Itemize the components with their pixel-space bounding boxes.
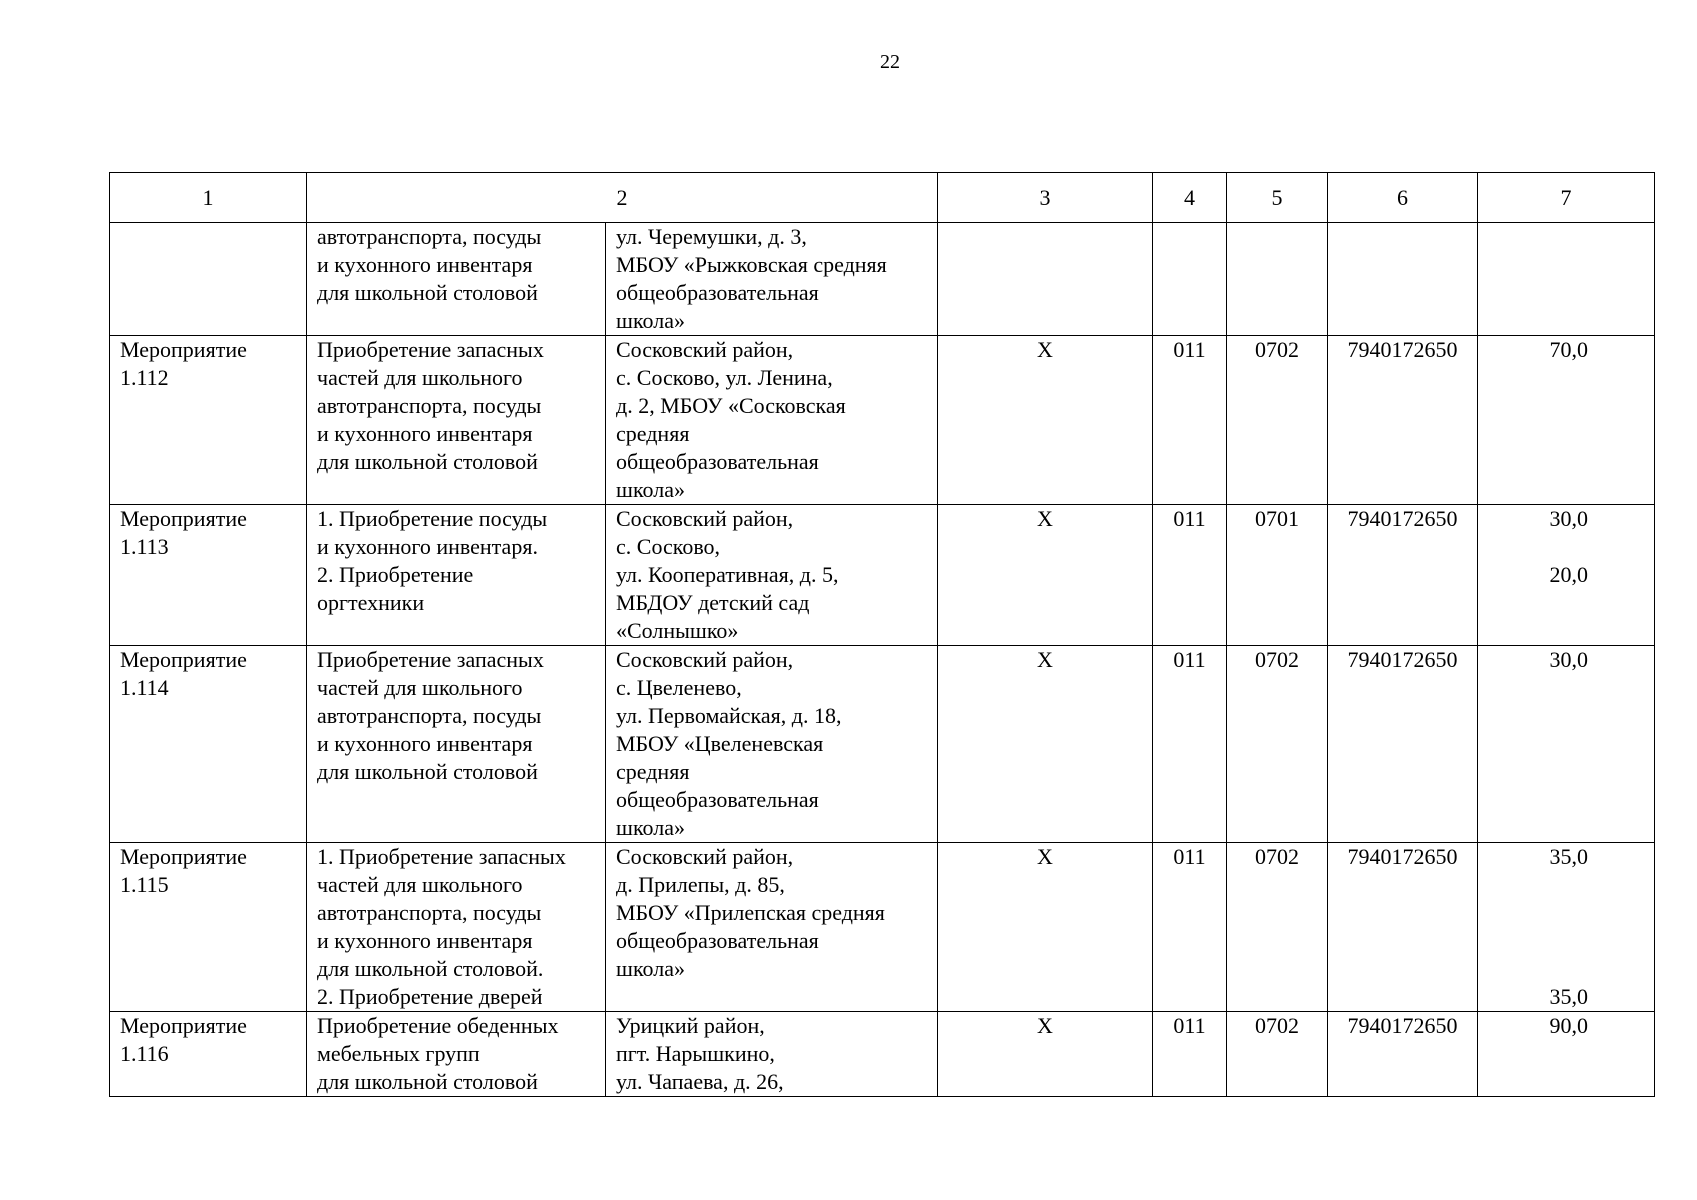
header-cell-6: 6 [1328, 173, 1478, 223]
col3-cell: Х [938, 843, 1153, 1012]
description-cell: Приобретение запасных частей для школьного автотранспорта, посуды и кухонного инвентаря для школьной столовой [307, 646, 606, 843]
col4-cell: 011 [1153, 505, 1227, 646]
table-row [110, 1012, 1655, 1097]
col3-cell: Х [938, 505, 1153, 646]
header-cell-4: 4 [1153, 173, 1227, 223]
page-number: 22 [880, 51, 900, 73]
event-cell: Мероприятие 1.113 [110, 505, 307, 646]
amount-cell: 35,0 35,0 [1478, 843, 1655, 1012]
description-cell: Приобретение запасных частей для школьного автотранспорта, посуды и кухонного инвентаря для школьной столовой [307, 336, 606, 505]
col3-cell [938, 223, 1153, 336]
col6-cell: 7940172650 [1328, 336, 1478, 505]
amount-cell [1478, 223, 1655, 336]
col4-cell: 011 [1153, 646, 1227, 843]
table-header [110, 173, 1655, 223]
col4-cell [1153, 223, 1227, 336]
col3-cell: Х [938, 646, 1153, 843]
header-cell-1: 1 [110, 173, 307, 223]
amount-cell: 30,0 [1478, 646, 1655, 843]
description-cell: 1. Приобретение запасных частей для школьного автотранспорта, посуды и кухонного инвентаря для школьной столовой. 2. Приобретение дверей [307, 843, 606, 1012]
event-cell [110, 223, 307, 336]
table-row [110, 505, 1655, 646]
col4-cell: 011 [1153, 1012, 1227, 1097]
description-cell: 1. Приобретение посуды и кухонного инвентаря. 2. Приобретение оргтехники [307, 505, 606, 646]
event-cell: Мероприятие 1.114 [110, 646, 307, 843]
amount-cell: 70,0 [1478, 336, 1655, 505]
description-cell: автотранспорта, посуды и кухонного инвентаря для школьной столовой [307, 223, 606, 336]
col6-cell: 7940172650 [1328, 505, 1478, 646]
address-cell: Сосковский район, с. Сосково, ул. Ленина, д. 2, МБОУ «Сосковская средняя общеобразовательная школа» [606, 336, 938, 505]
amount-cell: 90,0 [1478, 1012, 1655, 1097]
budget-table [109, 172, 1655, 1097]
header-cell-3: 3 [938, 173, 1153, 223]
col5-cell: 0702 [1227, 1012, 1328, 1097]
col5-cell: 0702 [1227, 336, 1328, 505]
table-row [110, 843, 1655, 1012]
col6-cell: 7940172650 [1328, 1012, 1478, 1097]
col5-cell: 0702 [1227, 646, 1328, 843]
col3-cell: Х [938, 336, 1153, 505]
col3-cell: Х [938, 1012, 1153, 1097]
description-cell: Приобретение обеденных мебельных групп для школьной столовой [307, 1012, 606, 1097]
header-cell-7: 7 [1478, 173, 1655, 223]
event-cell: Мероприятие 1.112 [110, 336, 307, 505]
col6-cell [1328, 223, 1478, 336]
event-cell: Мероприятие 1.115 [110, 843, 307, 1012]
col6-cell: 7940172650 [1328, 646, 1478, 843]
address-cell: Урицкий район, пгт. Нарышкино, ул. Чапаева, д. 26, [606, 1012, 938, 1097]
col6-cell: 7940172650 [1328, 843, 1478, 1012]
address-cell: Сосковский район, с. Сосково, ул. Кооперативная, д. 5, МБДОУ детский сад «Солнышко» [606, 505, 938, 646]
header-cell-5: 5 [1227, 173, 1328, 223]
col5-cell [1227, 223, 1328, 336]
table-row [110, 646, 1655, 843]
amount-cell: 30,0 20,0 [1478, 505, 1655, 646]
table-row [110, 223, 1655, 336]
col4-cell: 011 [1153, 843, 1227, 1012]
address-cell: Сосковский район, д. Прилепы, д. 85, МБОУ «Прилепская средняя общеобразовательная школа» [606, 843, 938, 1012]
event-cell: Мероприятие 1.116 [110, 1012, 307, 1097]
address-cell: ул. Черемушки, д. 3, МБОУ «Рыжковская средняя общеобразовательная школа» [606, 223, 938, 336]
col5-cell: 0702 [1227, 843, 1328, 1012]
address-cell: Сосковский район, с. Цвеленево, ул. Первомайская, д. 18, МБОУ «Цвеленевская средняя общеобразовательная школа» [606, 646, 938, 843]
col4-cell: 011 [1153, 336, 1227, 505]
col5-cell: 0701 [1227, 505, 1328, 646]
table-row [110, 336, 1655, 505]
header-cell-2: 2 [307, 173, 938, 223]
